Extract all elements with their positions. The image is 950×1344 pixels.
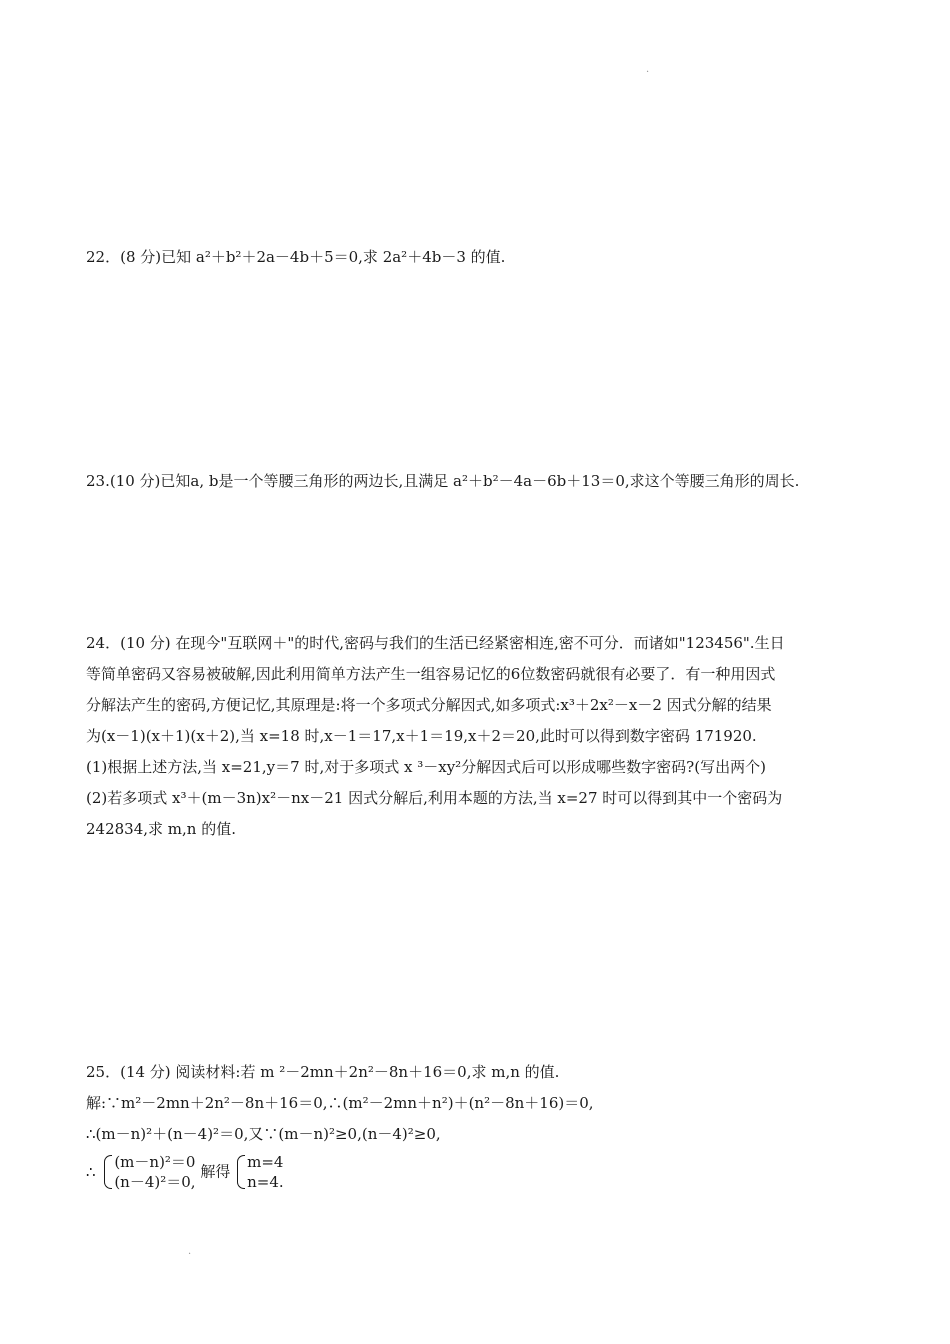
therefore-symbol: ∴ bbox=[86, 1162, 96, 1181]
question-24-line-1: 24．(10 分) 在现今"互联网＋"的时代,密码与我们的生活已经紧密相连,密不可分．而诸如"123456".生日 bbox=[86, 634, 785, 652]
question-23 bbox=[86, 466, 876, 497]
system-1-eq-2: (n－4)²＝0, bbox=[114, 1173, 196, 1191]
question-24-part-2: (2)若多项式 x³＋(m－3n)x²－nx－21 因式分解后,利用本题的方法,当 x=27 时可以得到其中一个密码为 bbox=[86, 789, 783, 807]
question-25-line-2: 解:∵m²－2mn＋2n²－8n＋16＝0,∴(m²－2mn＋n²)＋(n²－8n＋16)＝0, bbox=[86, 1094, 594, 1112]
page-mark-bottom: · bbox=[188, 1249, 192, 1260]
question-24 bbox=[86, 628, 876, 845]
solved-label: 解得 bbox=[200, 1162, 231, 1181]
question-25-solution-systems bbox=[86, 1152, 876, 1192]
question-22 bbox=[86, 242, 876, 273]
question-22-text: 22．(8 分)已知 a²＋b²＋2a－4b＋5＝0,求 2a²＋4b－3 的值. bbox=[86, 248, 506, 266]
question-25-line-3: ∴(m－n)²＋(n－4)²＝0,又∵(m－n)²≥0,(n－4)²≥0, bbox=[86, 1125, 441, 1143]
system-2-eq-1: m=4 bbox=[247, 1153, 284, 1171]
system-2-eq-2: n=4. bbox=[247, 1173, 284, 1191]
question-24-line-2: 等简单密码又容易被破解,因此利用简单方法产生一组容易记忆的6位数密码就很有必要了．有一种用因式 bbox=[86, 665, 776, 683]
question-25-line-1: 25．(14 分) 阅读材料:若 m ²－2mn＋2n²－8n＋16＝0,求 m,n 的值. bbox=[86, 1063, 560, 1081]
question-24-part-1: (1)根据上述方法,当 x=21,y＝7 时,对于多项式 x ³－xy²分解因式后可以形成哪些数字密码?(写出两个) bbox=[86, 758, 766, 776]
question-25 bbox=[86, 1057, 876, 1192]
page-mark-top: · bbox=[646, 67, 650, 78]
system-1-eq-1: (m－n)²＝0 bbox=[114, 1153, 196, 1171]
question-24-line-7: 242834,求 m,n 的值. bbox=[86, 820, 236, 838]
equation-system-1 bbox=[102, 1152, 195, 1192]
question-23-text: 23.(10 分)已知a, b是一个等腰三角形的两边长,且满足 a²＋b²－4a－6b＋13＝0,求这个等腰三角形的周长. bbox=[86, 472, 800, 490]
question-24-line-4: 为(x－1)(x＋1)(x＋2),当 x=18 时,x－1＝17,x＋1＝19,x＋2＝20,此时可以得到数字密码 171920. bbox=[86, 727, 757, 745]
question-24-line-3: 分解法产生的密码,方便记忆,其原理是:将一个多项式分解因式,如多项式:x³＋2x²－x－2 因式分解的结果 bbox=[86, 696, 772, 714]
equation-system-2 bbox=[235, 1152, 284, 1192]
